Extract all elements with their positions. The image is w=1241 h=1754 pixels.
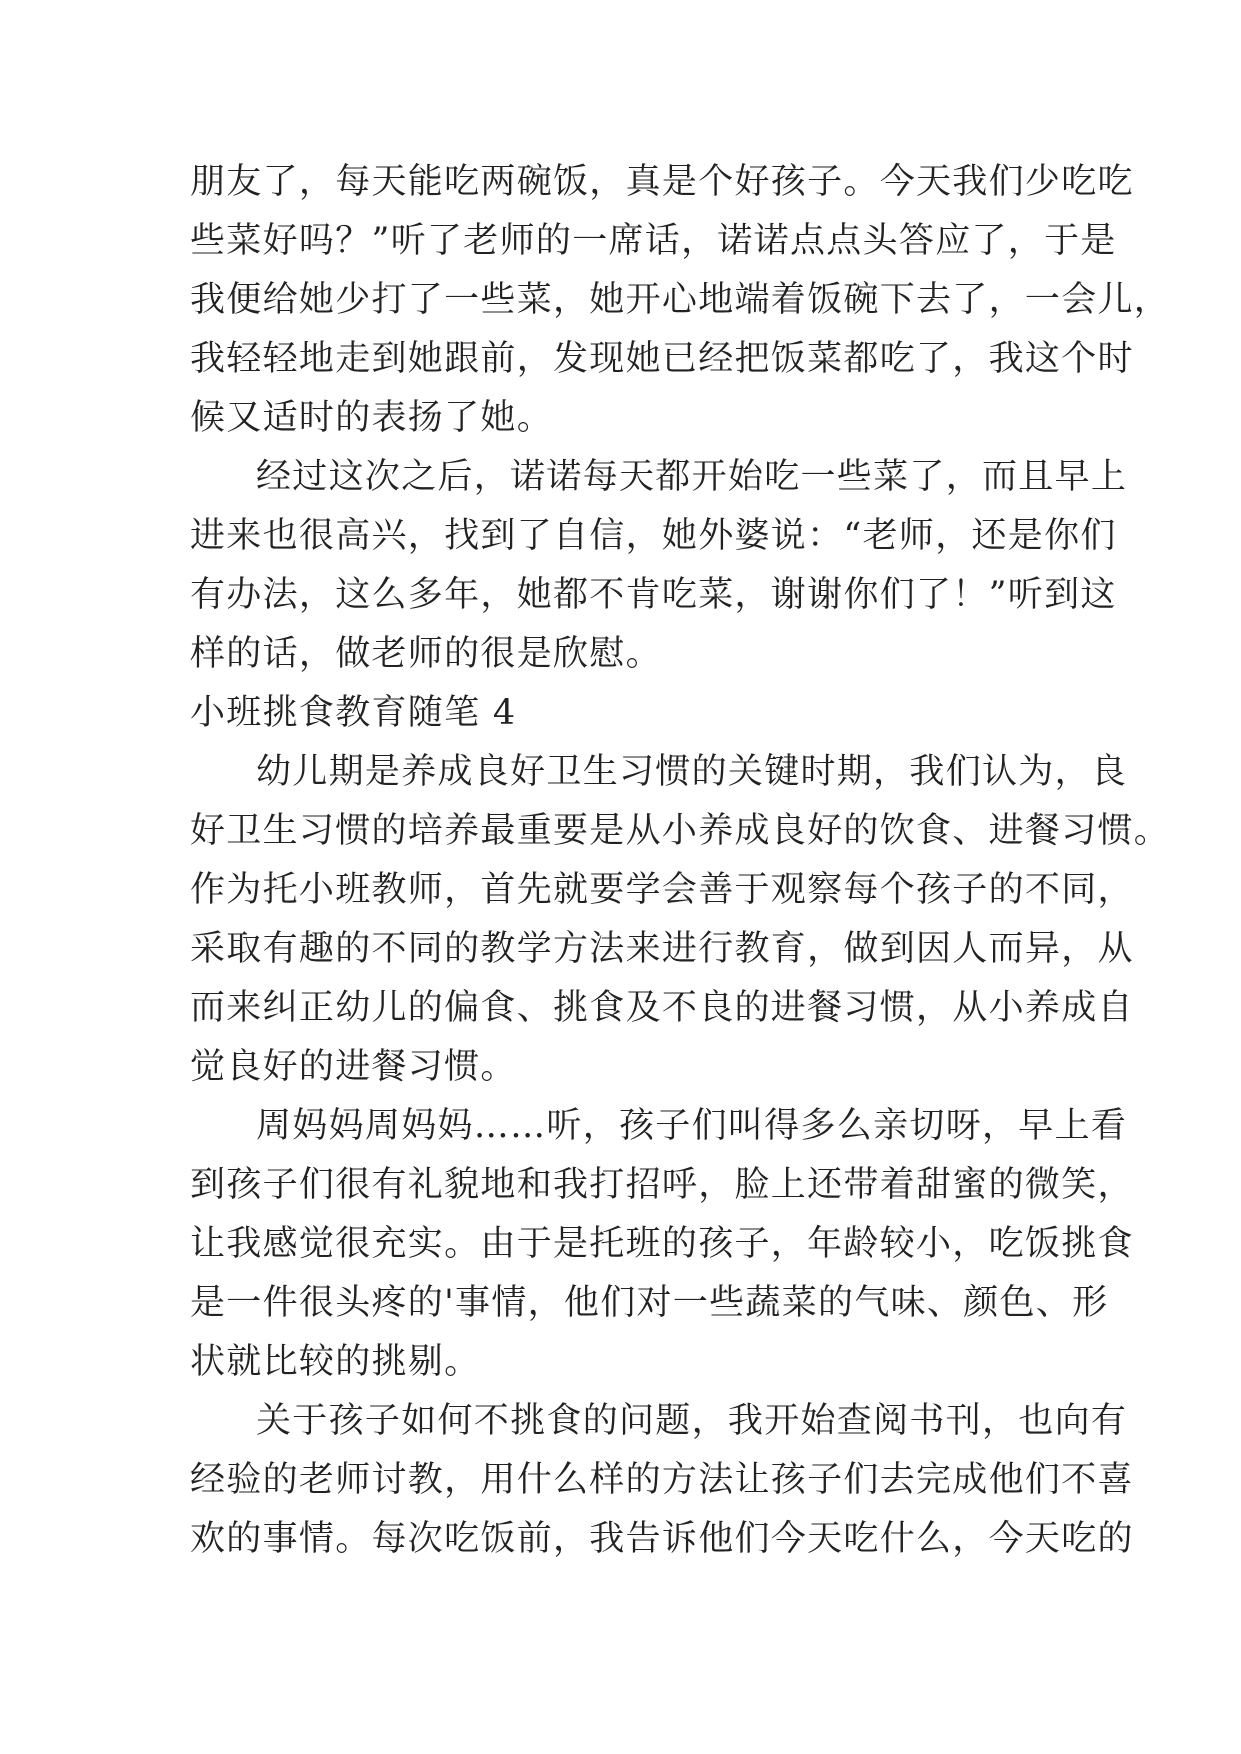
text-line: 好卫生习惯的培养最重要是从小养成良好的饮食、进餐习惯。 — [190, 811, 1171, 851]
text-line: 状就比较的挑剔。 — [190, 1342, 481, 1382]
text-line: 觉良好的进餐习惯。 — [190, 1047, 517, 1087]
text-line: 作为托小班教师，首先就要学会善于观察每个孩子的不同， — [190, 870, 1134, 910]
text-line: 候又适时的表扬了她。 — [190, 398, 554, 438]
text-line: 样的话，做老师的很是欣慰。 — [190, 634, 662, 674]
text-line: 而来纠正幼儿的偏食、挑食及不良的进餐习惯，从小养成自 — [190, 988, 1134, 1028]
text-line: 朋友了，每天能吃两碗饭，真是个好孩子。今天我们少吃吃 — [190, 162, 1134, 202]
paragraph-first-line: 关于孩子如何不挑食的问题，我开始查阅书刊，也向有 — [256, 1401, 1128, 1441]
text-line: 是一件很头疼的'事情，他们对一些蔬菜的气味、颜色、形 — [190, 1283, 1109, 1323]
text-line: 欢的事情。每次吃饭前，我告诉他们今天吃什么，今天吃的 — [190, 1519, 1134, 1559]
document-body — [190, 153, 1171, 1569]
text-line: 经验的老师讨教，用什么样的方法让孩子们去完成他们不喜 — [190, 1460, 1134, 1500]
text-line: 我便给她少打了一些菜，她开心地端着饭碗下去了，一会儿， — [190, 280, 1171, 320]
paragraph-first-line: 经过这次之后，诺诺每天都开始吃一些菜了，而且早上 — [256, 457, 1128, 497]
section-heading: 小班挑食教育随笔 4 — [190, 693, 517, 733]
text-line: 到孩子们很有礼貌地和我打招呼，脸上还带着甜蜜的微笑， — [190, 1165, 1134, 1205]
text-line: 进来也很高兴，找到了自信，她外婆说：“老师，还是你们 — [190, 516, 1117, 556]
text-line: 我轻轻地走到她跟前，发现她已经把饭菜都吃了，我这个时 — [190, 339, 1134, 379]
text-line: 让我感觉很充实。由于是托班的孩子，年龄较小，吃饭挑食 — [190, 1224, 1134, 1264]
text-line: 有办法，这么多年，她都不肯吃菜，谢谢你们了！”听到这 — [190, 575, 1117, 615]
paragraph-first-line: 幼儿期是养成良好卫生习惯的关键时期，我们认为，良 — [256, 752, 1128, 792]
text-line: 采取有趣的不同的教学方法来进行教育，做到因人而异，从 — [190, 929, 1134, 969]
text-line: 些菜好吗？”听了老师的一席话，诺诺点点头答应了，于是 — [190, 221, 1117, 261]
paragraph-first-line: 周妈妈周妈妈……听，孩子们叫得多么亲切呀，早上看 — [256, 1106, 1128, 1146]
